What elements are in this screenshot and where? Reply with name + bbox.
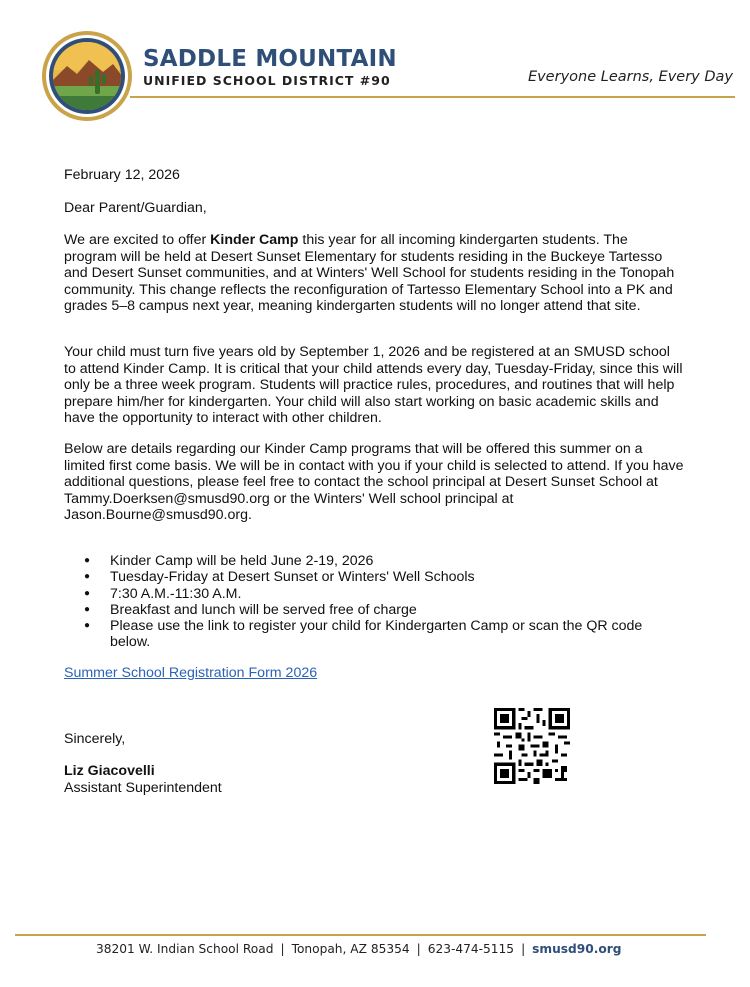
- signer-name: Liz Giacovelli: [64, 763, 155, 779]
- list-item: ● Breakfast and lunch will be served free of charge: [84, 602, 684, 618]
- tagline: Everyone Learns, Every Day: [527, 69, 733, 85]
- list-item: ● Tuesday-Friday at Desert Sunset or Winters' Well Schools: [84, 569, 684, 585]
- letter-date: February 12, 2026: [64, 167, 180, 183]
- paragraph-intro: [64, 232, 684, 315]
- footer-separator: |: [521, 942, 526, 956]
- footer: [96, 942, 621, 956]
- list-item: ● Please use the link to register your child for Kindergarten Camp or scan the QR code below.: [84, 618, 684, 651]
- header-divider: [130, 96, 735, 98]
- footer-city: Tonopah, AZ 85354: [291, 942, 410, 956]
- signer-title: Assistant Superintendent: [64, 780, 222, 796]
- registration-form-link[interactable]: Summer School Registration Form 2026: [64, 665, 318, 681]
- salutation: Dear Parent/Guardian,: [64, 200, 207, 216]
- details-list: [84, 553, 684, 651]
- qr-code-icon[interactable]: [494, 708, 570, 784]
- district-logo-icon: [41, 30, 133, 122]
- footer-phone: 623-474-5115: [427, 942, 515, 956]
- org-subtitle: UNIFIED SCHOOL DISTRICT #90: [143, 73, 391, 88]
- para1-rest: this year for all incoming kindergarten students. The program will be held at Desert Sunset Elementary for students residing in the Buckeye Tartesso and Desert Sunset communities, and at Winters' Well School for students residing in the Tonopah community. This change reflects the reconfiguration of Tartesso Elementary School into a PK and grades 5–8 campus next year, meaning kindergarten students will no longer attend that site.: [64, 232, 675, 315]
- para1-lead: We are excited to offer: [64, 232, 211, 248]
- org-name: SADDLE MOUNTAIN: [143, 46, 397, 72]
- footer-divider: [15, 934, 706, 936]
- footer-address: 38201 W. Indian School Road: [96, 942, 274, 956]
- paragraph-requirements: Your child must turn five years old by September 1, 2026 and be registered at an SMUSD school to attend Kinder Camp. It is critical that your child attends every day, Tuesday-Friday, since this will only be a three week program. Students will practice rules, procedures, and routines that will help prepare him/her for kindergarten. Your child will also start working on basic academic skills and have the opportunity to interact with other children.: [64, 344, 683, 427]
- list-item: ● 7:30 A.M.-11:30 A.M.: [84, 586, 684, 602]
- closing: Sincerely,: [64, 731, 126, 747]
- paragraph-details: Below are details regarding our Kinder Camp programs that will be offered this summer on a limited first come basis. We will be in contact with you if your child is selected to attend. If you have additional questions, please feel free to contact the school principal at Desert Sunset School at Tammy.Doerksen@smusd90.org or the Winters' Well school principal at Jason.Bourne@smusd90.org.: [64, 441, 684, 524]
- list-item: ● Kinder Camp will be held June 2-19, 2026: [84, 553, 684, 569]
- footer-separator: |: [416, 942, 421, 956]
- footer-website-link[interactable]: smusd90.org: [532, 942, 622, 956]
- footer-separator: |: [280, 942, 285, 956]
- kinder-camp-bold: Kinder Camp: [210, 232, 299, 248]
